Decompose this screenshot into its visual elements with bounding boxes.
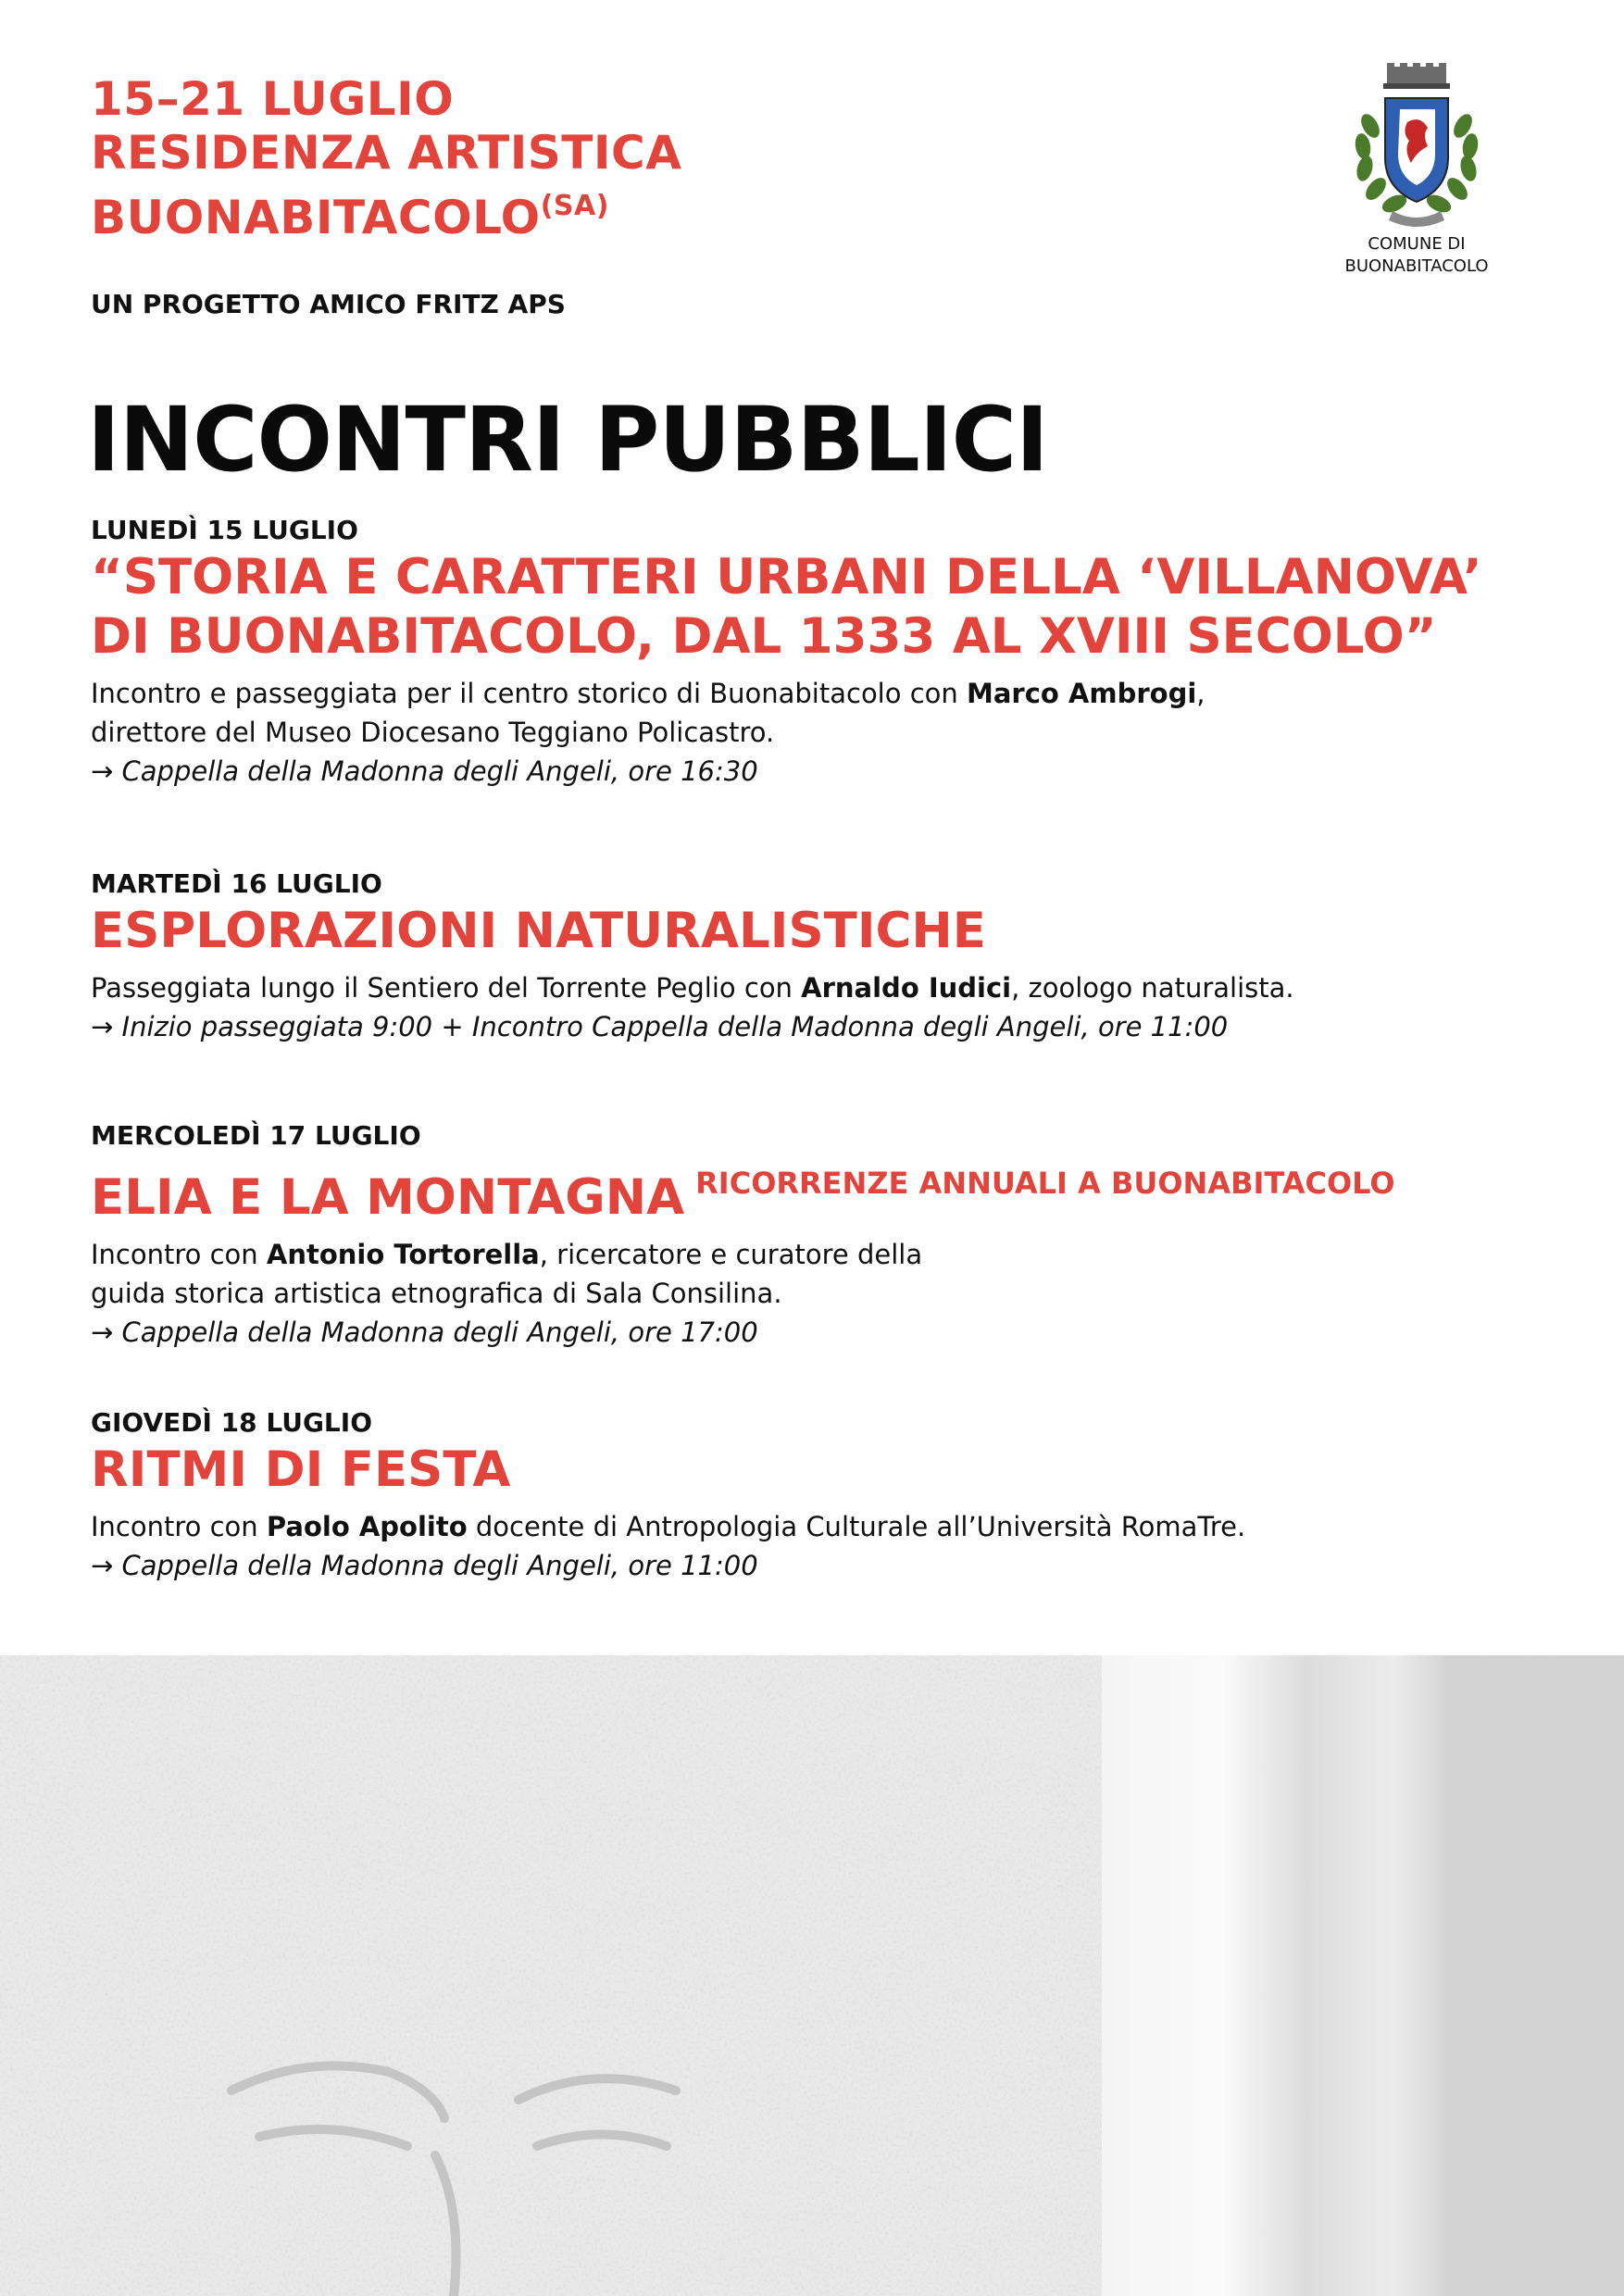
event-1-desc-post: , xyxy=(1196,678,1206,709)
event-3-title xyxy=(91,1154,1535,1228)
event-1-title-line2: DI BUONABITACOLO, DAL 1333 AL XVIII SECOLO” xyxy=(91,608,1437,665)
event-4-description xyxy=(91,1507,1535,1546)
event-1-location: → Cappella della Madonna degli Angeli, ore 16:30 xyxy=(91,755,758,787)
event-2-desc-pre: Passeggiata lungo il Sentiero del Torrente Peglio con xyxy=(91,972,802,1004)
event-3-date: MERCOLEDÌ 17 LUGLIO xyxy=(91,1120,421,1151)
event-1-title-line1: “STORIA E CARATTERI URBANI DELLA ‘VILLANOVA’ xyxy=(91,549,1482,605)
header-province: (SA) xyxy=(540,190,609,222)
event-4-title: RITMI DI FESTA xyxy=(91,1441,511,1498)
event-1-date: LUNEDÌ 15 LUGLIO xyxy=(91,515,358,545)
event-1-speaker: Marco Ambrogi xyxy=(966,678,1197,709)
header xyxy=(91,72,681,244)
shield-icon xyxy=(1385,98,1448,202)
event-1-desc-pre: Incontro e passeggiata per il centro storico di Buonabitacolo con xyxy=(91,678,967,709)
coat-of-arms xyxy=(1343,61,1491,233)
event-2-description xyxy=(91,968,1535,1007)
background-photo xyxy=(0,1655,1624,2296)
crest-label xyxy=(1305,233,1528,278)
event-2 xyxy=(91,868,1535,1046)
event-3-desc-pre: Incontro con xyxy=(91,1239,267,1270)
event-3-title-main: ELIA E LA MONTAGNA xyxy=(91,1169,685,1226)
event-4-desc-post: docente di Antropologia Culturale all’Università RomaTre. xyxy=(467,1511,1246,1542)
event-4-speaker: Paolo Apolito xyxy=(266,1511,468,1542)
event-3-speaker: Antonio Tortorella xyxy=(266,1239,540,1270)
project-credit: UN PROGETTO AMICO FRITZ APS xyxy=(91,289,566,319)
header-dates: 15–21 LUGLIO xyxy=(91,72,455,126)
crest-label-line2: BUONABITACOLO xyxy=(1344,256,1489,276)
event-2-title: ESPLORAZIONI NATURALISTICHE xyxy=(91,903,986,959)
event-3-description xyxy=(91,1235,1535,1313)
crown-icon xyxy=(1383,63,1450,89)
event-1 xyxy=(91,515,1535,791)
event-4 xyxy=(91,1407,1535,1585)
event-1-description xyxy=(91,674,1535,752)
event-2-location: → Inizio passeggiata 9:00 + Incontro Cappella della Madonna degli Angeli, ore 11:00 xyxy=(91,1011,1229,1042)
header-town xyxy=(91,180,681,244)
header-residency: RESIDENZA ARTISTICA xyxy=(91,126,682,180)
crest-label-line1: COMUNE DI xyxy=(1368,234,1466,254)
event-1-title xyxy=(91,548,1535,667)
event-2-speaker: Arnaldo Iudici xyxy=(801,972,1012,1004)
event-2-date: MARTEDÌ 16 LUGLIO xyxy=(91,868,382,899)
event-1-desc-line2: direttore del Museo Diocesano Teggiano Policastro. xyxy=(91,717,775,748)
event-4-desc-pre: Incontro con xyxy=(91,1511,267,1542)
event-3-desc-line2: guida storica artistica etnografica di Sala Consilina. xyxy=(91,1278,782,1309)
event-3-desc-post: , ricercatore e curatore della xyxy=(539,1239,923,1270)
event-2-desc-post: , zoologo naturalista. xyxy=(1011,972,1294,1004)
event-3-title-sub: RICORRENZE ANNUALI A BUONABITACOLO xyxy=(695,1166,1395,1201)
page-title: INCONTRI PUBBLICI xyxy=(87,388,1048,492)
event-3-location: → Cappella della Madonna degli Angeli, ore 17:00 xyxy=(91,1316,758,1348)
header-town-name: BUONABITACOLO xyxy=(91,191,541,244)
event-4-date: GIOVEDÌ 18 LUGLIO xyxy=(91,1407,372,1438)
event-3 xyxy=(91,1120,1535,1352)
event-4-location: → Cappella della Madonna degli Angeli, ore 11:00 xyxy=(91,1550,758,1581)
